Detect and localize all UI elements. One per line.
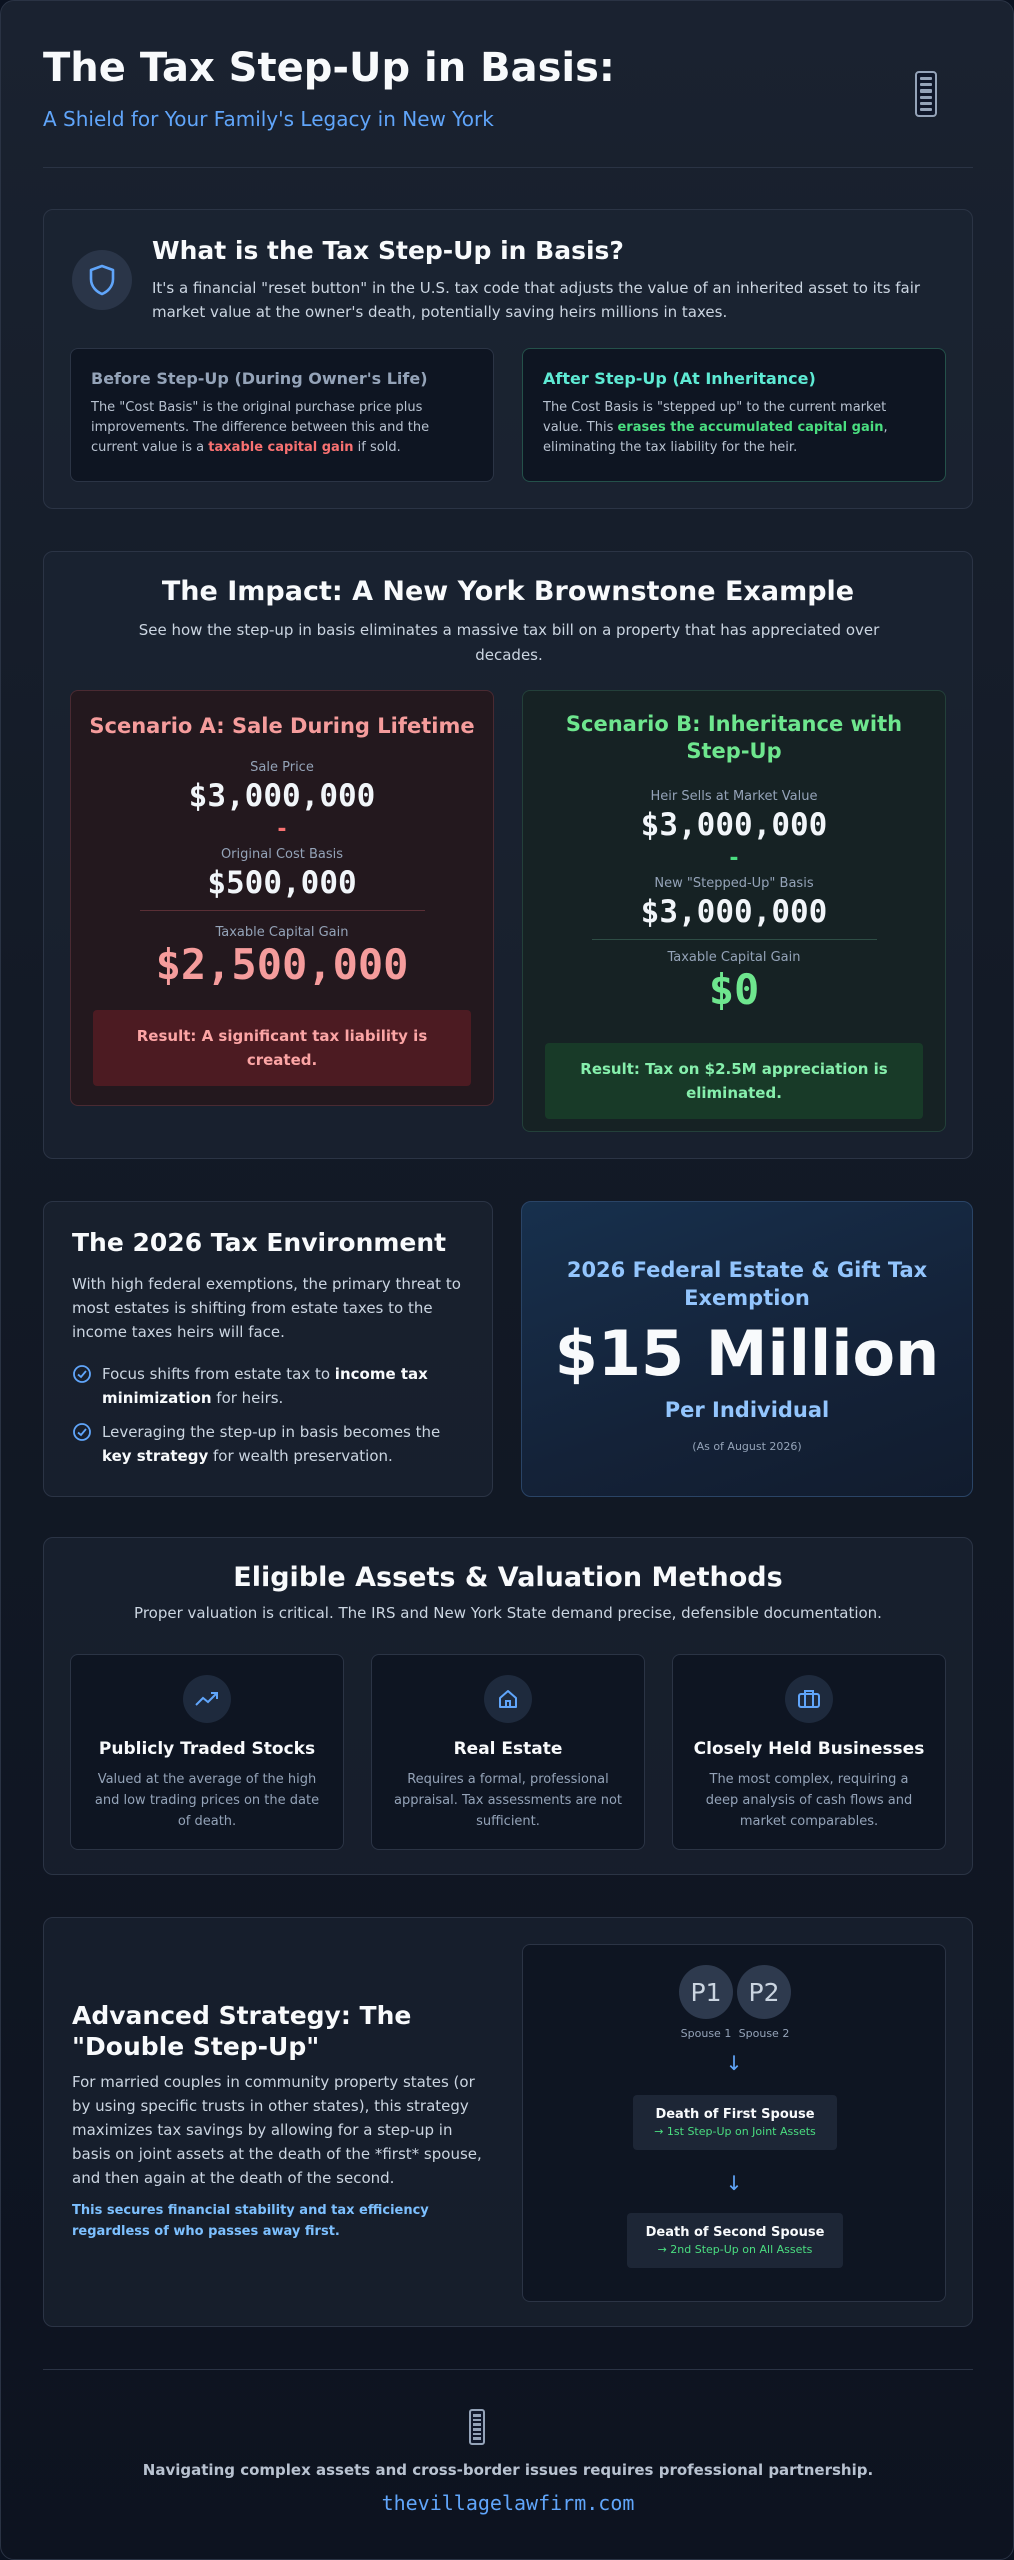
impact-description: See how the step-up in basis eliminates a massive tax bill on a property that has appreciated over decades. xyxy=(138,621,880,664)
tax-environment-card xyxy=(43,1201,493,1497)
asset-card-businesses xyxy=(672,1654,946,1850)
environment-title: The 2026 Tax Environment xyxy=(72,1228,447,1257)
scenario-a-title: Scenario A: Sale During Lifetime xyxy=(89,714,475,738)
assets-title: Eligible Assets & Valuation Methods xyxy=(233,1562,783,1593)
exemption-amount: $15 Million xyxy=(554,1317,940,1390)
scenario-b-title: Scenario B: Inheritance with Step-Up xyxy=(565,712,903,763)
arrow-down-icon: ↓ xyxy=(725,2171,743,2195)
spouse-1-avatar: P1 xyxy=(679,1965,733,2019)
environment-point-2: Leveraging the step-up in basis becomes the key strategy for wealth preservation. xyxy=(72,1420,472,1468)
footer-note: Navigating complex assets and cross-border issues requires professional partnership. xyxy=(142,2461,874,2479)
original-basis-value: $500,000 xyxy=(207,865,357,901)
market-value-label: Heir Sells at Market Value xyxy=(650,789,818,804)
gain-label: Taxable Capital Gain xyxy=(667,950,801,965)
strategy-title: Advanced Strategy: The "Double Step-Up" xyxy=(72,2001,412,2061)
double-step-up-section xyxy=(43,1917,973,2327)
environment-point-1: Focus shifts from estate tax to income tax minimization for heirs. xyxy=(72,1362,472,1410)
before-step-up-text: The "Cost Basis" is the original purchase price plus improvements. The difference between this and the current value is a taxable capital gain if sold. xyxy=(91,400,430,455)
strategy-description: For married couples in community property states (or by using specific trusts in other states), this strategy maximizes tax savings by allowing for a step-up in basis on joint assets at the death of the *first* spouse, and then again at the death of the second. xyxy=(72,2073,482,2187)
exemption-title: 2026 Federal Estate & Gift Tax Exemption xyxy=(566,1258,928,1310)
footer-divider xyxy=(43,2369,973,2370)
gain-label: Taxable Capital Gain xyxy=(215,925,349,940)
asset-title: Publicly Traded Stocks xyxy=(98,1739,316,1759)
first-death-title: Death of First Spouse xyxy=(655,2107,815,2122)
impact-section xyxy=(43,551,973,1159)
spouse-2-avatar: P2 xyxy=(737,1965,791,2019)
check-circle-icon xyxy=(72,1364,92,1384)
header-divider xyxy=(43,167,973,168)
first-death-sub: → 1st Step-Up on Joint Assets xyxy=(654,2125,816,2138)
what-is-title: What is the Tax Step-Up in Basis? xyxy=(152,236,624,265)
original-basis-label: Original Cost Basis xyxy=(220,847,344,862)
second-death-sub: → 2nd Step-Up on All Assets xyxy=(657,2243,813,2256)
stepped-up-basis-value: $3,000,000 xyxy=(640,894,828,930)
scenario-b-divider xyxy=(592,939,877,940)
after-step-up-box xyxy=(522,348,946,482)
scenario-b-card xyxy=(522,690,946,1132)
market-value-value: $3,000,000 xyxy=(640,807,828,843)
before-step-up-title: Before Step-Up (During Owner's Life) xyxy=(91,369,428,388)
scenario-a-result: Result: A significant tax liability is created. xyxy=(93,1010,471,1086)
after-step-up-title: After Step-Up (At Inheritance) xyxy=(543,369,816,388)
before-step-up-box xyxy=(70,348,494,482)
assets-section xyxy=(43,1537,973,1875)
strategy-note: This secures financial stability and tax efficiency regardless of who passes away first. xyxy=(72,2203,429,2239)
environment-description: With high federal exemptions, the primary threat to most estates is shifting from estate taxes to the income taxes heirs will face. xyxy=(72,1275,461,1341)
sale-price-value: $3,000,000 xyxy=(188,778,376,814)
asset-text: The most complex, requiring a deep analysis of cash flows and market comparables. xyxy=(705,1772,913,1829)
footer-logo-icon xyxy=(469,2409,485,2445)
spouse-2-label: Spouse 2 xyxy=(738,2027,790,2040)
after-step-up-text: The Cost Basis is "stepped up" to the current market value. This erases the accumulated capital gain, eliminating the tax liability for the heir. xyxy=(543,400,888,455)
second-death-title: Death of Second Spouse xyxy=(645,2225,825,2240)
exemption-card xyxy=(521,1201,973,1497)
arrow-down-icon: ↓ xyxy=(725,2051,743,2075)
house-icon xyxy=(484,1675,532,1723)
check-circle-icon xyxy=(72,1422,92,1442)
scenario-a-divider xyxy=(140,910,425,911)
second-death-step xyxy=(627,2213,843,2268)
double-step-up-diagram xyxy=(522,1944,946,2302)
firm-logo-icon xyxy=(915,71,937,117)
footer-website-link[interactable]: thevillagelawfirm.com xyxy=(381,2491,635,2515)
asset-card-stocks xyxy=(70,1654,344,1850)
impact-title: The Impact: A New York Brownstone Example xyxy=(161,576,855,607)
gain-value: $0 xyxy=(708,965,760,1014)
what-is-description: It's a financial "reset button" in the U.S. tax code that adjusts the value of an inherited asset to its fair market value at the owner's death, potentially saving heirs millions in taxes. xyxy=(152,279,921,321)
spouse-1-label: Spouse 1 xyxy=(680,2027,732,2040)
sale-price-label: Sale Price xyxy=(250,760,314,775)
asset-text: Valued at the average of the high and low trading prices on the date of death. xyxy=(94,1772,320,1829)
briefcase-icon xyxy=(785,1675,833,1723)
page-title: The Tax Step-Up in Basis: xyxy=(43,45,615,91)
first-death-step xyxy=(633,2095,837,2150)
erases-gain-highlight: erases the accumulated capital gain xyxy=(617,420,884,435)
assets-description: Proper valuation is critical. The IRS and New York State demand precise, defensible documentation. xyxy=(134,1604,882,1622)
scenario-b-result: Result: Tax on $2.5M appreciation is eliminated. xyxy=(545,1043,923,1119)
shield-icon xyxy=(72,250,132,310)
what-is-section xyxy=(43,209,973,509)
exemption-date: (As of August 2026) xyxy=(692,1440,802,1453)
asset-title: Closely Held Businesses xyxy=(693,1739,925,1759)
taxable-gain-highlight: taxable capital gain xyxy=(208,440,354,455)
header xyxy=(43,45,973,145)
stepped-up-basis-label: New "Stepped-Up" Basis xyxy=(654,876,814,891)
asset-card-real-estate xyxy=(371,1654,645,1850)
minus-operator: - xyxy=(277,817,287,842)
minus-operator: - xyxy=(729,846,739,871)
gain-value: $2,500,000 xyxy=(155,940,409,989)
page-subtitle: A Shield for Your Family's Legacy in New York xyxy=(43,107,494,131)
trending-up-icon xyxy=(183,1675,231,1723)
asset-title: Real Estate xyxy=(453,1739,563,1759)
exemption-per: Per Individual xyxy=(664,1398,830,1422)
asset-text: Requires a formal, professional appraisal. Tax assessments are not sufficient. xyxy=(394,1772,622,1829)
scenario-a-card xyxy=(70,690,494,1106)
